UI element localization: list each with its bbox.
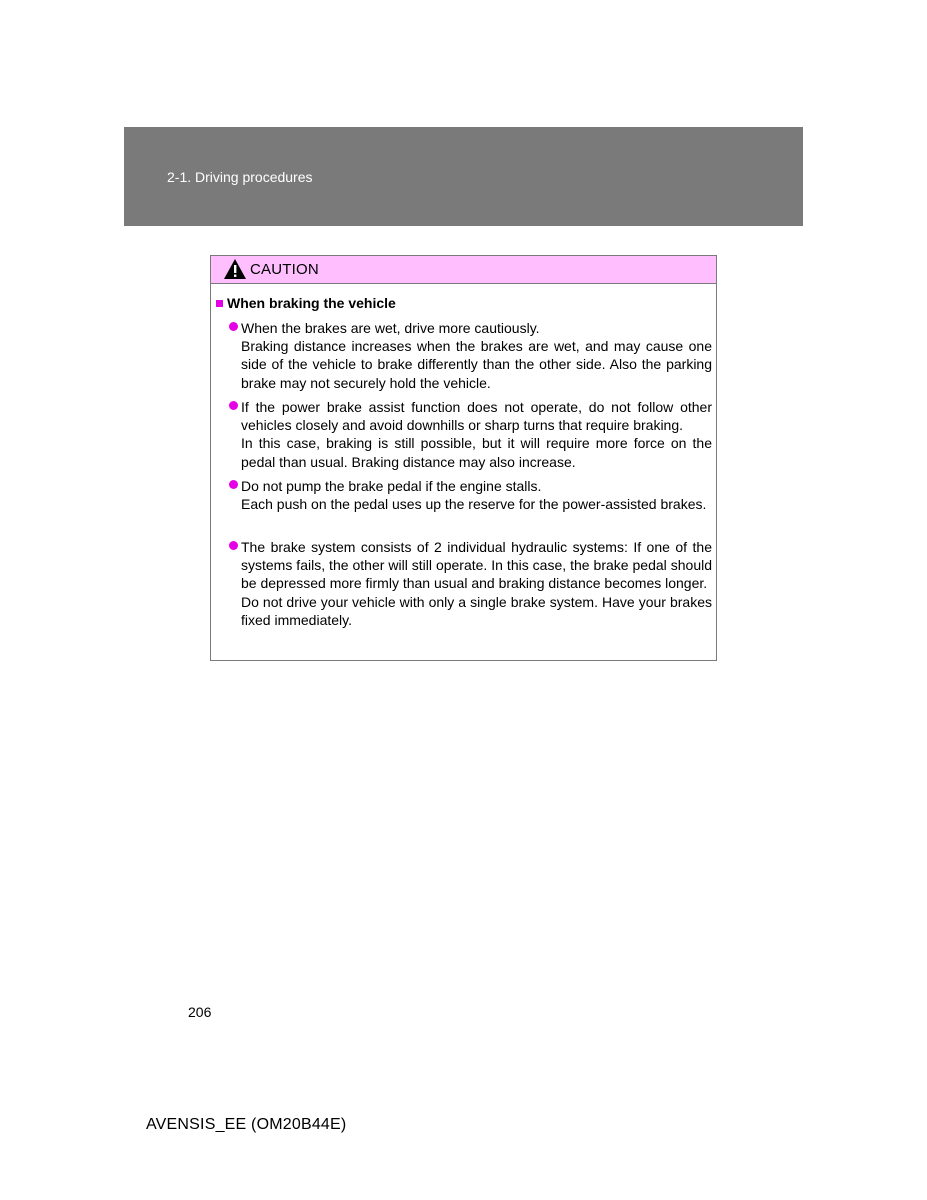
bullet-line: Each push on the pedal uses up the reserve for the power-assisted brakes. xyxy=(241,496,707,513)
bullet-dot-icon xyxy=(229,480,238,489)
bullet-dot-icon xyxy=(229,322,238,331)
page-number: 206 xyxy=(188,1004,212,1020)
square-bullet-icon xyxy=(216,300,223,307)
bullet-dot-icon xyxy=(229,401,238,410)
bullet-line: Do not drive your vehicle with only a single brake system. Have your brakes fixed immediately. xyxy=(241,593,712,628)
document-code: AVENSIS_EE (OM20B44E) xyxy=(146,1116,347,1133)
bullet-dot-icon xyxy=(229,541,238,550)
bullet-line: The brake system consists of 2 individual hydraulic systems: If one of the systems fails, the other will still operate. In this case, the brake pedal should be depressed more firmly than usual and braking distance becomes longer. xyxy=(241,539,712,592)
bullet-line: Do not pump the brake pedal if the engine stalls. xyxy=(241,478,542,494)
caution-box xyxy=(210,255,717,661)
bullet-item xyxy=(229,398,712,471)
warning-triangle-icon xyxy=(224,259,246,279)
section-label: 2-1. Driving procedures xyxy=(167,169,313,185)
bullet-item xyxy=(229,319,712,392)
bullet-line: If the power brake assist function does not operate, do not follow other vehicles closely and avoid downhills or sharp turns that require braking. xyxy=(241,399,712,434)
caution-title: CAUTION xyxy=(250,261,319,278)
section-heading-text: When braking the vehicle xyxy=(227,295,396,311)
header-band xyxy=(124,127,803,226)
caution-header xyxy=(211,256,716,284)
bullet-line: Braking distance increases when the brakes are wet, and may cause one side of the vehicle to brake differently than the other side. Also the parking brake may not securely hold the vehicle. xyxy=(241,338,712,391)
bullet-item xyxy=(229,538,712,629)
bullet-item xyxy=(229,477,712,513)
section-heading xyxy=(216,295,396,311)
bullet-line: When the brakes are wet, drive more cautiously. xyxy=(241,320,540,336)
bullet-line: In this case, braking is still possible, but it will require more force on the pedal than usual. Braking distance may also increase. xyxy=(241,435,712,470)
